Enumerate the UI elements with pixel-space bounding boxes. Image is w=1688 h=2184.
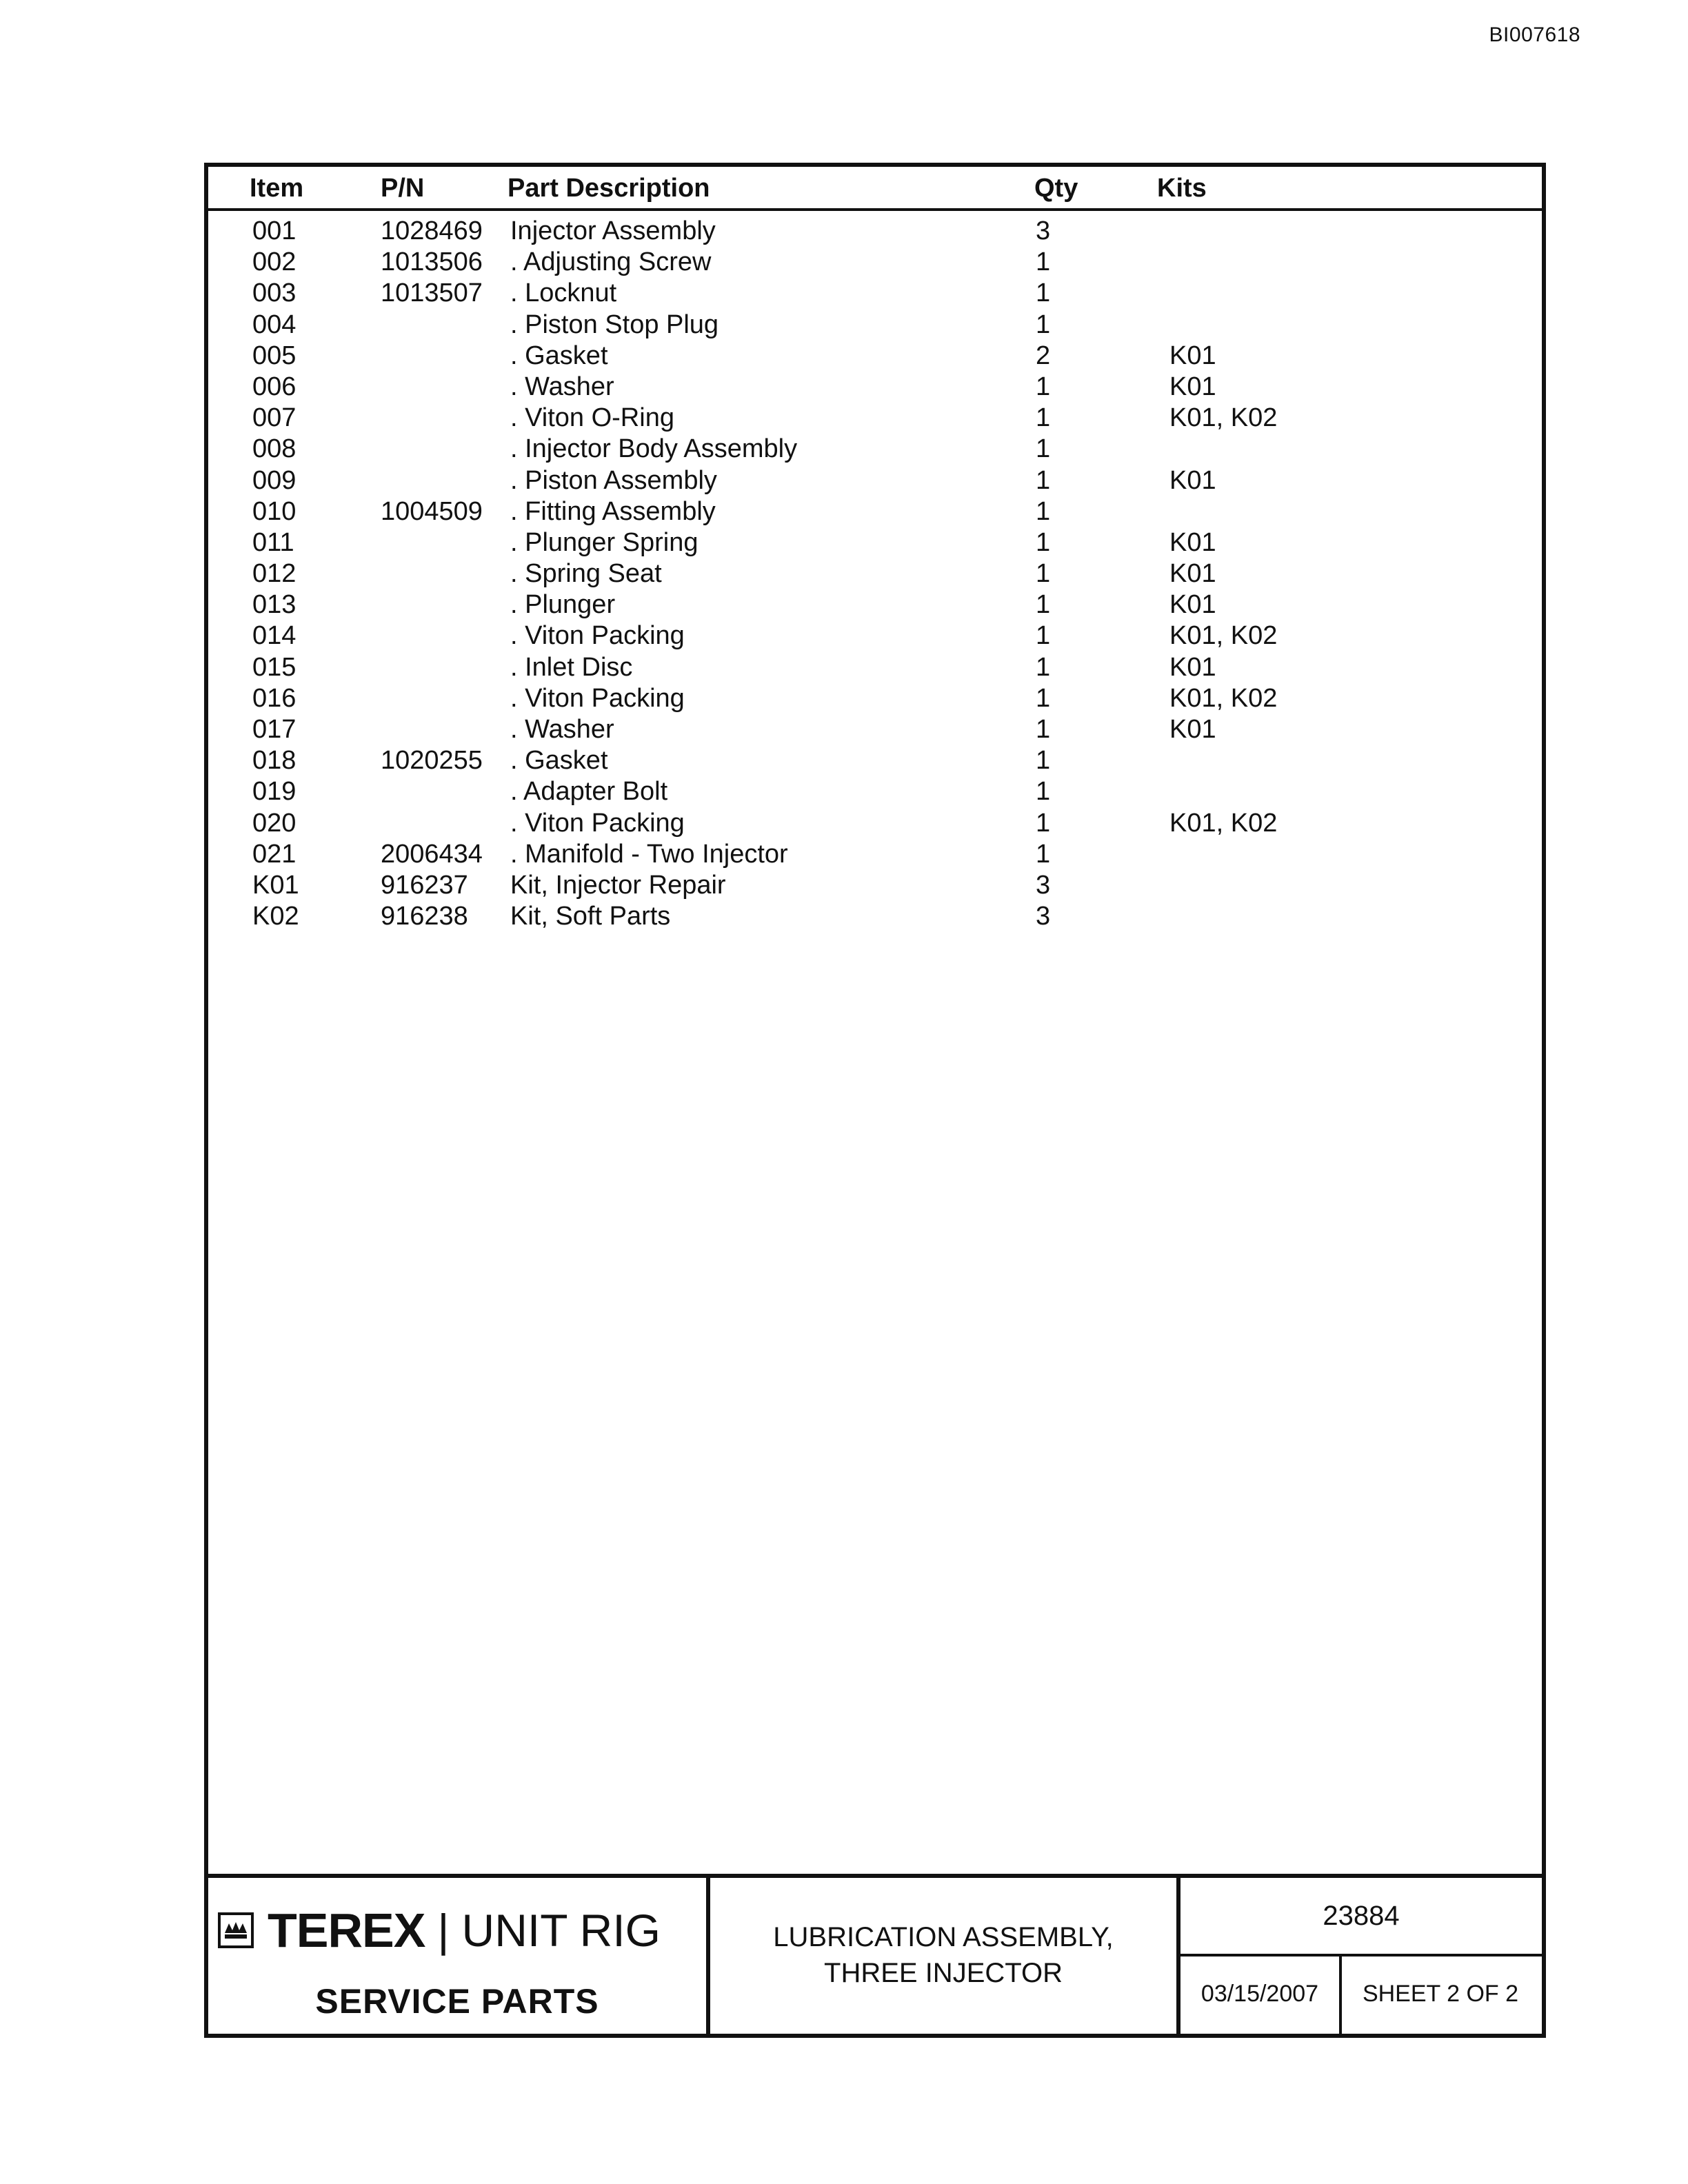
part-description-cell: . Gasket (510, 746, 608, 776)
part-description-cell: . Fitting Assembly (510, 496, 716, 526)
table-row (208, 809, 1542, 840)
table-row (208, 247, 1542, 279)
table-row (208, 559, 1542, 590)
quantity-cell: 1 (1036, 434, 1051, 464)
part-description-cell: . Washer (510, 372, 614, 401)
assembly-title-line-1: LUBRICATION ASSEMBLY, (773, 1922, 1114, 1952)
quantity-cell: 1 (1036, 652, 1051, 682)
kits-cell: K01 (1169, 372, 1216, 401)
item-number-cell: 020 (252, 808, 297, 838)
kits-cell: K01 (1169, 652, 1216, 682)
assembly-title (710, 1919, 1176, 1991)
part-description-cell: . Adjusting Screw (510, 247, 712, 277)
part-description-cell: Kit, Soft Parts (510, 902, 671, 931)
quantity-cell: 1 (1036, 527, 1051, 557)
kits-cell: K01, K02 (1169, 808, 1278, 838)
drawing-date: 03/15/2007 (1180, 1954, 1342, 2034)
kits-cell: K01 (1169, 559, 1216, 589)
item-number-cell: 021 (252, 839, 297, 869)
terex-crown-icon (218, 1912, 254, 1948)
table-row (208, 684, 1542, 715)
brand-separator: | (437, 1905, 450, 1956)
kits-cell: K01 (1169, 715, 1216, 744)
part-number-cell: 916238 (381, 902, 468, 931)
quantity-cell: 3 (1036, 870, 1051, 900)
item-number-cell: 018 (252, 746, 297, 776)
quantity-cell: 1 (1036, 465, 1051, 495)
table-row (208, 871, 1542, 902)
table-row (208, 341, 1542, 372)
item-number-cell: 003 (252, 279, 297, 308)
item-number-cell: 009 (252, 465, 297, 495)
item-number-cell: 006 (252, 372, 297, 401)
column-header-item: Item (250, 174, 304, 203)
quantity-cell: 3 (1036, 902, 1051, 931)
part-description-cell: . Viton Packing (510, 808, 685, 838)
quantity-cell: 1 (1036, 683, 1051, 713)
table-row (208, 777, 1542, 808)
table-row (208, 746, 1542, 777)
quantity-cell: 3 (1036, 216, 1051, 245)
item-number-cell: 017 (252, 715, 297, 744)
column-header-qty: Qty (1034, 174, 1078, 203)
part-number-cell: 1004509 (381, 496, 483, 526)
item-number-cell: 008 (252, 434, 297, 464)
part-number-cell: 916237 (381, 870, 468, 900)
parts-table-body (208, 216, 1542, 933)
quantity-cell: 1 (1036, 715, 1051, 744)
table-row (208, 590, 1542, 621)
item-number-cell: 012 (252, 559, 297, 589)
brand-cell (208, 1878, 710, 2034)
brand-line (218, 1903, 661, 1958)
table-row (208, 403, 1542, 434)
table-row (208, 621, 1542, 652)
part-description-cell: . Viton Packing (510, 621, 685, 651)
part-number-cell: 1020255 (381, 746, 483, 776)
table-row (208, 279, 1542, 310)
column-header-pn: P/N (381, 174, 425, 203)
assembly-title-cell (710, 1878, 1180, 2034)
item-number-cell: 015 (252, 652, 297, 682)
item-number-cell: K01 (252, 870, 299, 900)
quantity-cell: 1 (1036, 372, 1051, 401)
item-number-cell: 014 (252, 621, 297, 651)
item-number-cell: 019 (252, 777, 297, 807)
item-number-cell: 007 (252, 403, 297, 433)
part-description-cell: Injector Assembly (510, 216, 716, 245)
quantity-cell: 1 (1036, 310, 1051, 339)
kits-cell: K01, K02 (1169, 621, 1278, 651)
part-number-cell: 1013507 (381, 279, 483, 308)
title-block (208, 1874, 1542, 2034)
table-row (208, 372, 1542, 403)
part-description-cell: . Injector Body Assembly (510, 434, 798, 464)
quantity-cell: 1 (1036, 403, 1051, 433)
quantity-cell: 1 (1036, 808, 1051, 838)
quantity-cell: 2 (1036, 341, 1051, 370)
part-description-cell: . Plunger (510, 590, 616, 620)
division-name: UNIT RIG (461, 1905, 661, 1956)
part-description-cell: . Inlet Disc (510, 652, 633, 682)
quantity-cell: 1 (1036, 746, 1051, 776)
part-description-cell: . Viton Packing (510, 683, 685, 713)
item-number-cell: 001 (252, 216, 297, 245)
kits-cell: K01, K02 (1169, 683, 1278, 713)
table-row (208, 497, 1542, 528)
part-description-cell: . Adapter Bolt (510, 777, 668, 807)
drawing-number: 23884 (1180, 1878, 1542, 1957)
part-description-cell: . Locknut (510, 279, 617, 308)
item-number-cell: 005 (252, 341, 297, 370)
table-row (208, 310, 1542, 341)
parts-list-frame (204, 163, 1546, 2038)
part-description-cell: . Manifold - Two Injector (510, 839, 788, 869)
quantity-cell: 1 (1036, 777, 1051, 807)
part-description-cell: . Piston Stop Plug (510, 310, 719, 339)
part-description-cell: . Piston Assembly (510, 465, 717, 495)
column-header-description: Part Description (508, 174, 710, 203)
assembly-title-line-2: THREE INJECTOR (824, 1958, 1063, 1988)
quantity-cell: 1 (1036, 621, 1051, 651)
brand-name: TEREX (268, 1903, 425, 1957)
part-number-cell: 2006434 (381, 839, 483, 869)
table-row (208, 528, 1542, 559)
part-description-cell: . Plunger Spring (510, 527, 699, 557)
part-description-cell: . Spring Seat (510, 559, 662, 589)
part-description-cell: . Viton O-Ring (510, 403, 674, 433)
part-description-cell: Kit, Injector Repair (510, 870, 726, 900)
quantity-cell: 1 (1036, 559, 1051, 589)
quantity-cell: 1 (1036, 279, 1051, 308)
kits-cell: K01, K02 (1169, 403, 1278, 433)
item-number-cell: 010 (252, 496, 297, 526)
table-row (208, 840, 1542, 871)
quantity-cell: 1 (1036, 247, 1051, 277)
quantity-cell: 1 (1036, 496, 1051, 526)
kits-cell: K01 (1169, 465, 1216, 495)
part-number-cell: 1013506 (381, 247, 483, 277)
table-row (208, 902, 1542, 933)
table-header (208, 167, 1542, 211)
table-row (208, 715, 1542, 746)
quantity-cell: 1 (1036, 590, 1051, 620)
table-row (208, 653, 1542, 684)
table-row (208, 216, 1542, 247)
kits-cell: K01 (1169, 590, 1216, 620)
table-row (208, 434, 1542, 465)
table-row (208, 466, 1542, 497)
service-parts-label: SERVICE PARTS (315, 1982, 599, 2021)
item-number-cell: 002 (252, 247, 297, 277)
part-number-cell: 1028469 (381, 216, 483, 245)
sheet-number: SHEET 2 OF 2 (1362, 1981, 1519, 2007)
item-number-cell: 016 (252, 683, 297, 713)
kits-cell: K01 (1169, 341, 1216, 370)
item-number-cell: K02 (252, 902, 299, 931)
column-header-kits: Kits (1157, 174, 1207, 203)
kits-cell: K01 (1169, 527, 1216, 557)
item-number-cell: 013 (252, 590, 297, 620)
part-description-cell: . Gasket (510, 341, 608, 370)
item-number-cell: 004 (252, 310, 297, 339)
part-description-cell: . Washer (510, 715, 614, 744)
quantity-cell: 1 (1036, 839, 1051, 869)
drawing-info-cell (1180, 1878, 1542, 2034)
item-number-cell: 011 (252, 527, 294, 557)
document-id: BI007618 (1489, 23, 1580, 46)
